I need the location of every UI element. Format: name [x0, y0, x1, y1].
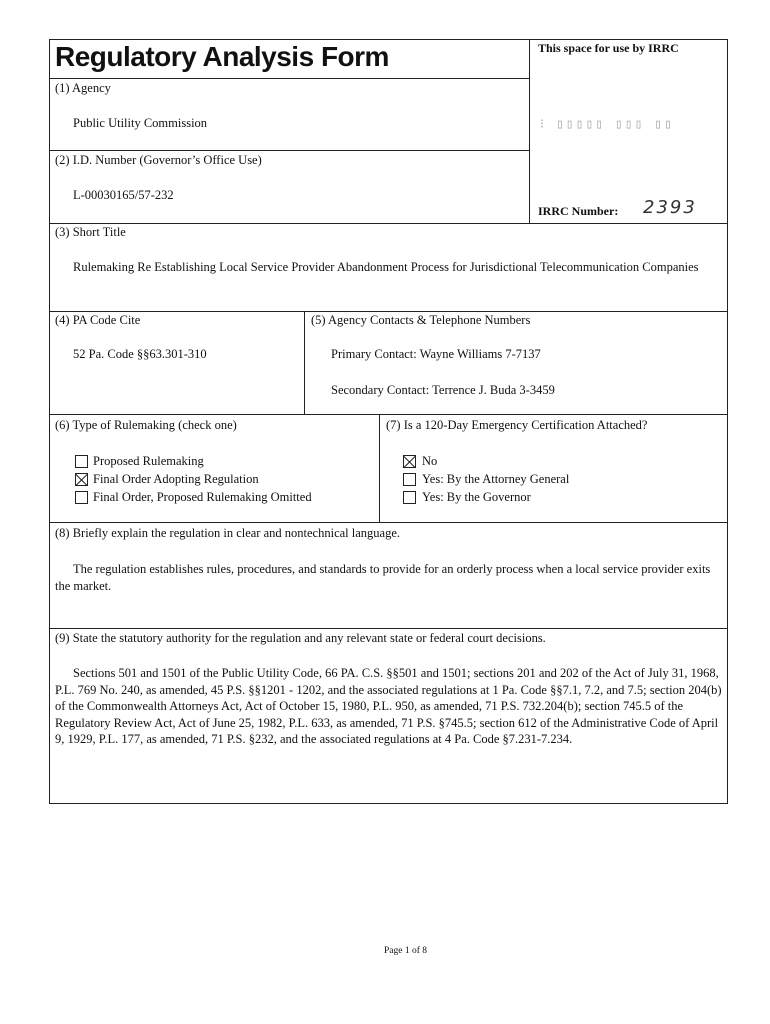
emergency-governor-checkbox[interactable] — [403, 491, 416, 504]
short-title-value: Rulemaking Re Establishing Local Service Provider Abandonment Process for Jurisdictional Telecommunication Companies — [73, 260, 699, 274]
id-number-value: L-00030165/57-232 — [73, 188, 174, 202]
emergency-attorney-general-checkbox[interactable] — [403, 473, 416, 486]
rule-below-contacts — [49, 414, 728, 415]
final-order-omitted-label: Final Order, Proposed Rulemaking Omitted — [93, 490, 312, 504]
emergency-governor-label: Yes: By the Governor — [422, 490, 531, 504]
pa-code-value: 52 Pa. Code §§63.301-310 — [73, 347, 207, 361]
contacts-label: (5) Agency Contacts & Telephone Numbers — [311, 313, 531, 327]
explanation-value: The regulation establishes rules, procedures, and standards to provide for an orderly process when a local service provider exits the market. — [55, 562, 711, 593]
emergency-no-label: No — [422, 454, 438, 468]
agency-value: Public Utility Commission — [73, 116, 208, 130]
rule-below-title — [49, 78, 529, 79]
explanation-label: (8) Briefly explain the regulation in clear and nontechnical language. — [55, 526, 401, 540]
authority-value: Sections 501 and 1501 of the Public Utility Code, 66 PA. C.S. §§501 and 1501; sections 201 and 202 of the Act of July 31, 1968, P.L. 769 No. 240, as amended, 45 P.S. §§1201 - 1202, and the associated regulations at 1 Pa. Code §§7.1, 7.2, and 7.5; section 204(b) of the Commonwealth Attorneys Act, Act of October 15, 1980, P.L. 950, as amended, 71 P.S. 732.204(b); section 745.5 of the Regulatory Review Act, Act of June 25, 1982, P.L. 633, as amended, 71 P.S. §745.5; section 612 of the Administrative Code of April 9, 1929, P.L. 177, as amended, 71 P.S. §232, and the associated regulations at 4 Pa. Code §7.231-7.234. — [55, 666, 722, 746]
rulemaking-type-label: (6) Type of Rulemaking (check one) — [55, 418, 237, 432]
emergency-attorney-general-label: Yes: By the Attorney General — [422, 472, 570, 486]
proposed-rulemaking-label: Proposed Rulemaking — [93, 454, 204, 468]
irrc-number-value: 2393 — [643, 197, 697, 218]
id-number-label: (2) I.D. Number (Governor’s Office Use) — [55, 153, 262, 167]
authority-label: (9) State the statutory authority for the regulation and any relevant state or federal court decisions. — [55, 631, 546, 645]
rule-below-short-title — [49, 311, 728, 312]
secondary-contact: Secondary Contact: Terrence J. Buda 3-3459 — [331, 383, 555, 397]
page-number: Page 1 of 8 — [384, 946, 428, 956]
rule-below-types — [49, 522, 728, 523]
short-title-label: (3) Short Title — [55, 225, 126, 239]
agency-label: (1) Agency — [55, 81, 111, 95]
final-order-adopting-label: Final Order Adopting Regulation — [93, 472, 259, 486]
page-title: Regulatory Analysis Form — [55, 41, 389, 72]
emergency-cert-label: (7) Is a 120-Day Emergency Certification Attached? — [386, 418, 648, 432]
rule-below-explanation — [49, 628, 728, 629]
proposed-rulemaking-checkbox[interactable] — [75, 455, 88, 468]
primary-contact: Primary Contact: Wayne Williams 7-7137 — [331, 347, 541, 361]
irrc-divider — [529, 39, 530, 223]
final-order-adopting-checkbox[interactable] — [75, 473, 88, 486]
rule-below-agency — [49, 150, 529, 151]
irrc-received-stamp: ⁝ ▯▯▯▯▯ ▯▯▯ ▯▯ — [540, 117, 674, 132]
rule-below-id — [49, 223, 728, 224]
code-contacts-divider — [304, 311, 305, 414]
emergency-no-checkbox[interactable] — [403, 455, 416, 468]
pa-code-label: (4) PA Code Cite — [55, 313, 141, 327]
final-order-omitted-checkbox[interactable] — [75, 491, 88, 504]
type-emergency-divider — [379, 414, 380, 522]
irrc-space-label: This space for use by IRRC — [538, 41, 679, 55]
irrc-number-label: IRRC Number: — [538, 204, 619, 218]
